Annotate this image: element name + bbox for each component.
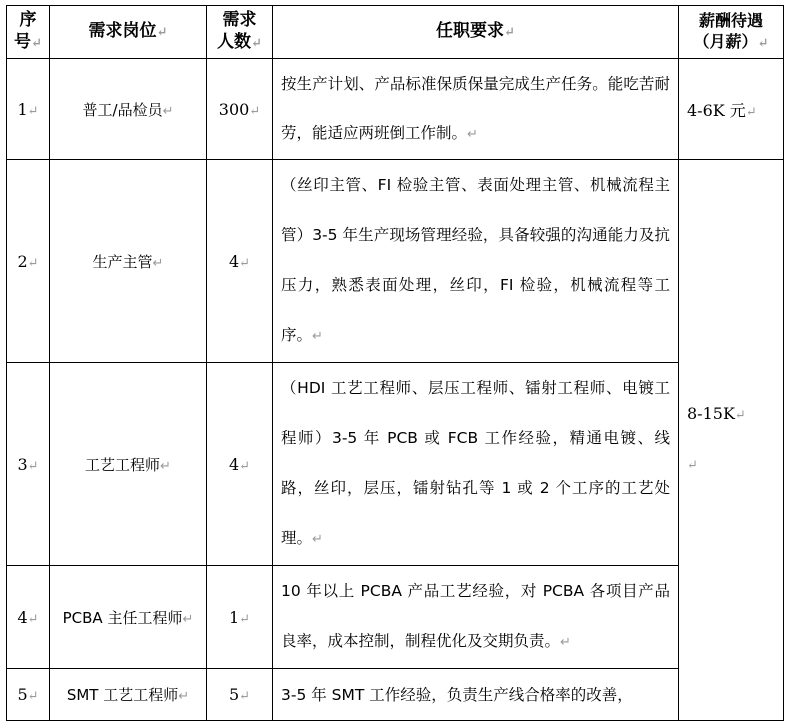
count-value: 1 bbox=[228, 607, 240, 627]
table-row bbox=[7, 59, 784, 160]
paragraph-mark: ↵ bbox=[745, 104, 757, 120]
req-value: （HDI 工艺工程师、层压工程师、镭射工程师、电镀工程师）3-5 年 PCB 或 FCB 工作经验，精通电镀、线路，丝印，层压，镭射钻孔等 1 或 2 个工序的工艺处理。 bbox=[281, 379, 670, 547]
cell-seq bbox=[7, 160, 50, 363]
cell-post bbox=[50, 363, 207, 566]
paragraph-mark: ↵ bbox=[27, 458, 39, 474]
header-req bbox=[273, 6, 679, 59]
paragraph-mark: ↵ bbox=[560, 635, 571, 650]
cell-req bbox=[273, 59, 679, 160]
table-row bbox=[7, 363, 784, 566]
paragraph-mark: ↵ bbox=[312, 329, 323, 344]
table-row bbox=[7, 566, 784, 669]
req-value: 按生产计划、产品标准保质保量完成生产任务。能吃苦耐劳，能适应两班倒工作制。 bbox=[281, 74, 670, 142]
header-count-line2: 人数 bbox=[217, 32, 252, 52]
salary-value: 8-15K bbox=[687, 404, 735, 423]
post-value: 生产主管 bbox=[92, 252, 153, 271]
paragraph-mark: ↵ bbox=[31, 36, 42, 51]
paragraph-mark: ↵ bbox=[152, 255, 164, 271]
header-salary-line2: （月薪） bbox=[693, 32, 758, 51]
paragraph-mark: ↵ bbox=[27, 103, 39, 119]
paragraph-mark: ↵ bbox=[27, 689, 39, 704]
req-value: 10 年以上 PCBA 产品工艺经验，对 PCBA 各项目产品良率，成本控制，制程优化及交期负责。 bbox=[281, 582, 670, 650]
cell-req bbox=[273, 669, 679, 721]
table-row bbox=[7, 160, 784, 363]
cell-count bbox=[207, 363, 273, 566]
table-row bbox=[7, 669, 784, 721]
cell-req bbox=[273, 363, 679, 566]
req-value: 3-5 年 SMT 工作经验，负责生产线合格率的改善， bbox=[281, 685, 633, 704]
cell-count bbox=[207, 669, 273, 721]
paragraph-mark: ↵ bbox=[182, 611, 194, 627]
count-value: 4 bbox=[228, 251, 240, 271]
count-value: 5 bbox=[228, 685, 240, 704]
post-value: 普工/品检员 bbox=[82, 100, 163, 119]
cell-req bbox=[273, 160, 679, 363]
post-value: PCBA 主任工程师 bbox=[62, 608, 183, 627]
salary-value: 4-6K 元 bbox=[687, 100, 746, 120]
paragraph-mark: ↵ bbox=[757, 36, 769, 51]
header-count-line1: 需求 bbox=[222, 10, 257, 30]
seq-value: 5 bbox=[17, 685, 28, 704]
header-count bbox=[207, 6, 273, 59]
cell-seq bbox=[7, 669, 50, 721]
header-salary bbox=[679, 6, 784, 59]
header-post bbox=[50, 6, 207, 59]
paragraph-mark: ↵ bbox=[251, 36, 262, 51]
cell-post bbox=[50, 669, 207, 721]
header-req-label: 任职要求 bbox=[436, 21, 505, 41]
header-seq-line1: 序 bbox=[19, 10, 37, 30]
cell-salary-shared bbox=[679, 160, 784, 721]
header-seq bbox=[7, 6, 50, 59]
paragraph-mark: ↵ bbox=[239, 255, 251, 271]
cell-req bbox=[273, 566, 679, 669]
recruitment-table bbox=[6, 5, 784, 721]
paragraph-mark: ↵ bbox=[734, 408, 746, 423]
paragraph-mark: ↵ bbox=[239, 611, 251, 627]
cell-seq bbox=[7, 59, 50, 160]
paragraph-mark: ↵ bbox=[162, 103, 174, 119]
paragraph-mark: ↵ bbox=[504, 25, 515, 40]
paragraph-mark: ↵ bbox=[249, 103, 261, 119]
header-seq-line2: 号 bbox=[14, 32, 32, 52]
cell-seq bbox=[7, 363, 50, 566]
post-value: 工艺工程师 bbox=[85, 455, 161, 474]
header-post-label: 需求岗位 bbox=[88, 21, 157, 41]
cell-post bbox=[50, 160, 207, 363]
paragraph-mark: ↵ bbox=[239, 458, 251, 474]
paragraph-mark: ↵ bbox=[27, 611, 39, 627]
seq-value: 3 bbox=[17, 454, 28, 474]
paragraph-mark: ↵ bbox=[160, 458, 171, 474]
paragraph-mark: ↵ bbox=[687, 458, 698, 473]
paragraph-mark: ↵ bbox=[178, 689, 190, 704]
paragraph-mark: ↵ bbox=[27, 255, 39, 271]
paragraph-mark: ↵ bbox=[156, 25, 168, 40]
count-value: 4 bbox=[228, 454, 240, 474]
seq-value: 2 bbox=[17, 251, 28, 271]
paragraph-mark: ↵ bbox=[312, 532, 323, 547]
seq-value: 1 bbox=[17, 99, 28, 119]
req-value: （丝印主管、FI 检验主管、表面处理主管、机械流程主管）3-5 年生产现场管理经验，具备较强的沟通能力及抗压力，熟悉表面处理，丝印，FI 检验，机械流程等工序。 bbox=[281, 176, 670, 344]
paragraph-mark: ↵ bbox=[239, 689, 251, 704]
cell-count bbox=[207, 59, 273, 160]
cell-count bbox=[207, 160, 273, 363]
count-value: 300 bbox=[218, 99, 250, 119]
cell-count bbox=[207, 566, 273, 669]
cell-post bbox=[50, 59, 207, 160]
paragraph-mark: ↵ bbox=[467, 126, 478, 142]
cell-post bbox=[50, 566, 207, 669]
header-salary-line1: 薪酬待遇 bbox=[698, 11, 763, 30]
header-row bbox=[7, 6, 784, 59]
post-value: SMT 工艺工程师 bbox=[66, 686, 179, 704]
cell-seq bbox=[7, 566, 50, 669]
cell-salary bbox=[679, 59, 784, 160]
seq-value: 4 bbox=[17, 607, 28, 627]
